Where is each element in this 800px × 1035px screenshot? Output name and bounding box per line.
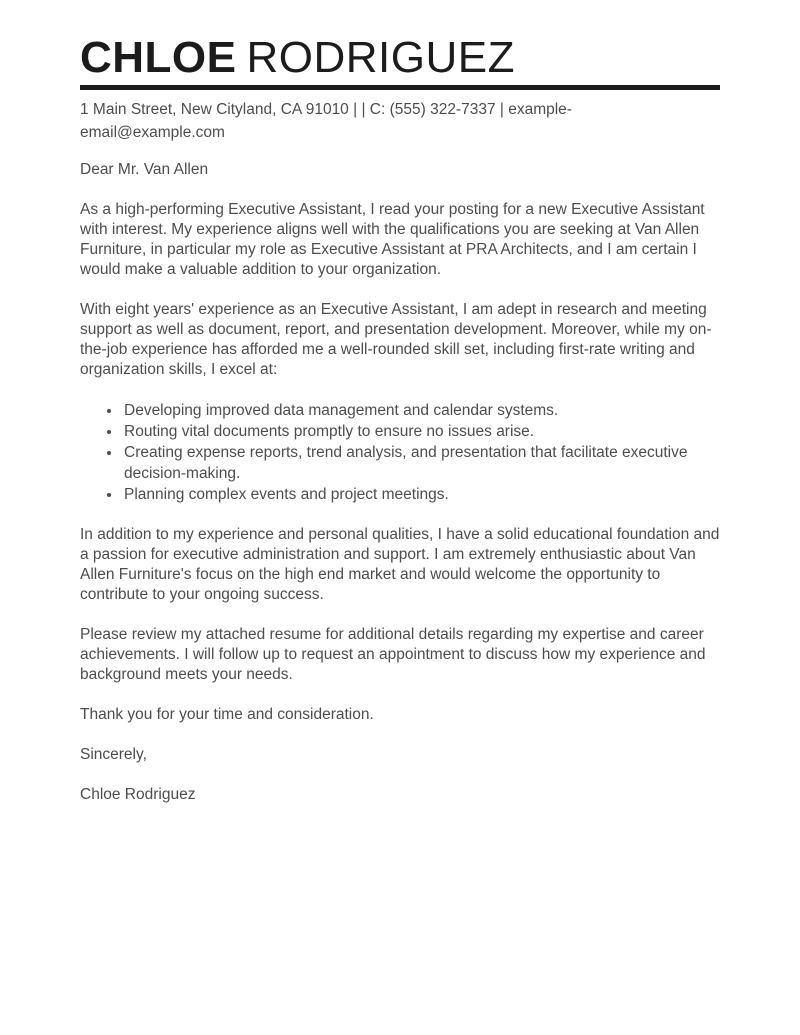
author-last-name: RODRIGUEZ <box>246 33 515 82</box>
skills-bullet-list <box>80 400 720 505</box>
paragraph-experience: With eight years' experience as an Executive Assistant, I am adept in research and meeting support as well as document, report, and presentation development. Moreover, while my on-the-job experience has afforded me a well-rounded skill set, including first-rate writing and organization skills, I excel at: <box>80 301 712 378</box>
paragraph-thanks: Thank you for your time and consideration. <box>80 706 374 723</box>
bullet-item: • Developing improved data management and calendar systems. <box>122 400 720 421</box>
letter-body <box>80 160 720 805</box>
bullet-item: • Routing vital documents promptly to ensure no issues arise. <box>122 421 720 442</box>
paragraph-education: In addition to my experience and personal qualities, I have a solid educational foundation and a passion for executive administration and support. I am extremely enthusiastic about Van Allen Furniture's focus on the high end market and would welcome the opportunity to contribute to your ongoing success. <box>80 526 720 603</box>
salutation: Dear Mr. Van Allen <box>80 161 209 178</box>
contact-line-2: email@example.com <box>80 124 225 141</box>
contact-info <box>80 98 720 144</box>
valediction: Sincerely, <box>80 746 147 763</box>
signature-name: Chloe Rodriguez <box>80 786 196 803</box>
header-divider <box>80 85 720 90</box>
paragraph-resume: Please review my attached resume for additional details regarding my expertise and career achievements. I will follow up to request an appointment to discuss how my experience and background meets your needs. <box>80 626 706 683</box>
bullet-item: • Planning complex events and project meetings. <box>122 484 720 505</box>
bullet-item: • Creating expense reports, trend analysis, and presentation that facilitate executive decision-making. <box>122 442 720 484</box>
contact-line-1: 1 Main Street, New Cityland, CA 91010 | | C: (555) 322-7337 | example- <box>80 101 572 118</box>
author-first-name: CHLOE <box>80 33 237 82</box>
letter-header <box>80 34 720 144</box>
author-name <box>80 34 720 82</box>
paragraph-intro: As a high-performing Executive Assistant, I read your posting for a new Executive Assistant with interest. My experience aligns well with the qualifications you are seeking at Van Allen Furniture, in particular my role as Executive Assistant at PRA Architects, and I am certain I would make a valuable addition to your organization. <box>80 201 705 278</box>
